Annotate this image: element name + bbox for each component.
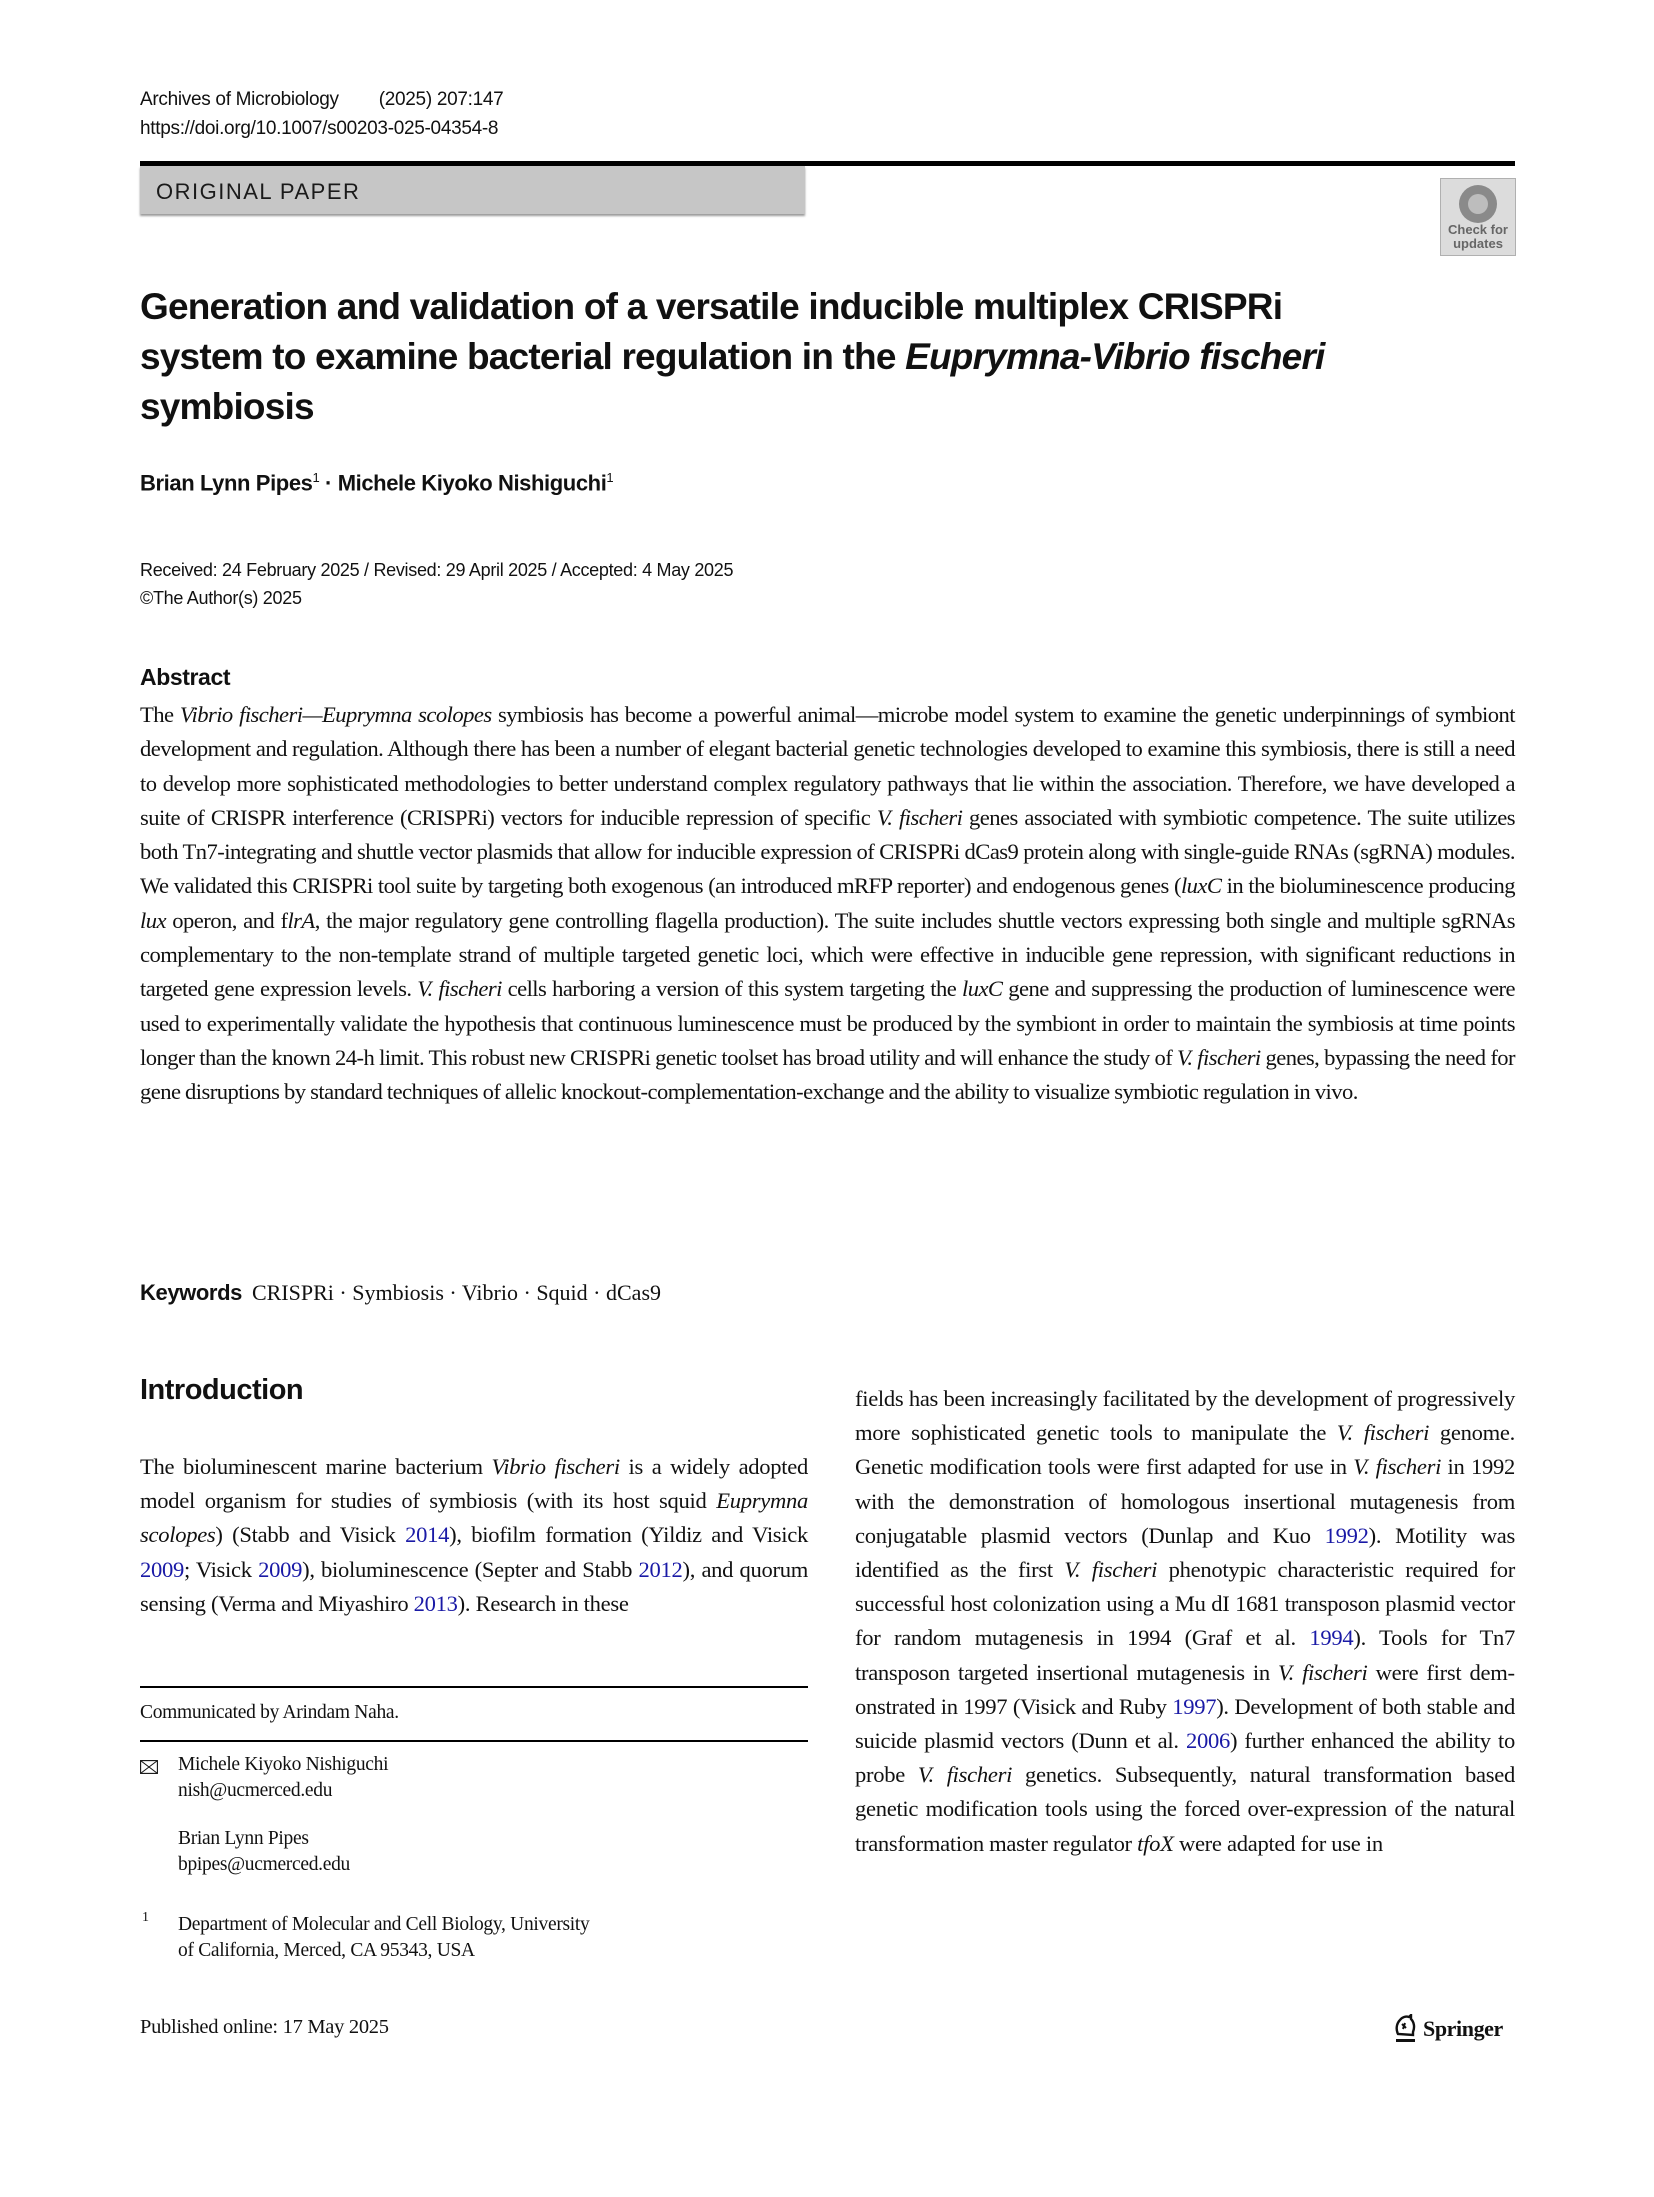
contact-name: Brian Lynn Pipes [178,1828,309,1849]
author-contact [178,1826,350,1878]
affiliation-number: 1 [142,1910,149,1925]
keyword: Squid [536,1280,588,1305]
affiliation-marker: 1 [606,470,614,485]
published-online-date: Published online: 17 May 2025 [140,2016,389,2038]
publisher-logo [1393,2012,1503,2046]
keyword: CRISPRi [251,1280,334,1305]
keywords [140,1280,661,1306]
citation-link[interactable]: 1997 [1172,1693,1217,1719]
section-heading-introduction: Introduction [140,1374,304,1406]
citation-link[interactable]: 2012 [638,1556,683,1582]
introduction-right-column: fields has been increasingly facilitated by the development of progressively more sophisticated genetic tools to manipulate the V. fischeri genome. Genetic modification tools were first adapted for use in V. fischeri in 1992 with the demonstration of homologous insertional mutagenesis from conjugatable plasmid vectors (Dunlap and Kuo 1992). Motility was identified as the first V. fischeri phenotypic characteristic required for successful host colonization using a Mu dI 1681 transposon plasmid vector for random mutagenesis in 1994 (Graf et al. 1994). Tools for Tn7 transposon targeted insertional mutagenesis in V. fischeri were first demonstrated in 1997 (Visick and Ruby 1997). Development of both stable and suicide plasmid vectors (Dunn et al. 2006) further enhanced the ability to probe V. fischeri genetics. Subsequently, natural transformation based genetic modification tools using the forced over-expression of the natural transformation master regulator tfoX were adapted for use in [855,1386,1516,1856]
citation-link[interactable]: 2006 [1185,1728,1230,1754]
author-name[interactable]: Brian Lynn Pipes [140,470,313,496]
citation-link[interactable]: 2009 [140,1556,184,1582]
citation-link[interactable]: 1992 [1324,1522,1369,1548]
journal-volume: (2025) 207:147 [378,89,504,110]
introduction-left-column: The bioluminescent marine bacterium Vibrio fischeri is a widely adopted model organism for studies of symbiosis (with its host squid Euprymna scolopes) (Stabb and Visick 2014), biofilm formation (Yildiz and Visick 2009; Visick 2009), bioluminescence (Septer and Stabb 2012), and quorum sensing (Verma and Miyashiro 2013). Research in these [140,1454,809,1616]
citation-link[interactable]: 2014 [405,1522,450,1548]
contact-email[interactable]: nish@ucmerced.edu [178,1780,333,1801]
contact-name: Michele Kiyoko Nishiguchi [178,1754,389,1775]
envelope-icon [140,1760,158,1774]
paper-type-banner [140,166,805,214]
keywords-label: Keywords [140,1280,242,1305]
author-list [140,470,613,496]
keyword: dCas9 [606,1280,661,1305]
article-title: Generation and validation of a versatile inducible multiplex CRISPRi system to examine bacterial regulation in the Euprymna-Vibrio fischeri symbiosis [140,286,1325,427]
title-italic-species: Euprymna-Vibrio fischeri [905,336,1325,377]
journal-name: Archives of Microbiology [140,89,339,110]
springer-horse-icon [1393,2014,1417,2044]
communicated-by: Communicated by Arindam Naha. [140,1702,399,1723]
author-separator: · [319,470,338,496]
citation-link[interactable]: 2009 [258,1556,303,1582]
footnote-divider [140,1686,808,1688]
copyright-notice: ©The Author(s) 2025 [140,588,302,608]
doi-link[interactable]: https://doi.org/10.1007/s00203-025-04354-8 [140,118,499,139]
abstract-body: The Vibrio fischeri—Euprymna scolopes symbiosis has become a powerful animal—microbe model system to examine the genetic underpinnings of symbiont development and regulation. Although there has been a number of elegant bacterial genetic technologies developed to examine this symbiosis, there is still a need to develop more sophisticated methodologies to better understand complex regulatory pathways that lie within the association. Therefore, we have developed a suite of CRISPR interference (CRISPRi) vectors for inducible repression of specific V. fischeri genes associated with symbiotic competence. The suite utilizes both Tn7-integrating and shuttle vector plasmids that allow for inducible expression of CRISPRi dCas9 protein along with single-guide RNAs (sgRNA) modules. We validated this CRISPRi tool suite by targeting both exogenous (an introduced mRFP reporter) and endogenous genes (luxC in the bioluminescence producing lux operon, and flrA, the major regulatory gene controlling flagella production). The suite includes shuttle vectors expressing both single and multiple sgRNAs complementary to the non-template strand of multiple targeted genetic loci, which were effective in inducible gene repression, with significant reductions in targeted gene expression levels. V. fischeri cells harboring a version of this system targeting the luxC gene and suppressing the production of luminescence were used to experimentally validate the hypothesis that continuous luminescence must be produced by the symbiont in order to maintain the symbiosis at time points longer than the known 24-h limit. This robust new CRISPRi genetic toolset has broad utility and will enhance the study of V. fischeri genes, bypassing the need for gene disruptions by standard techniques of allelic knockout-complementation-exchange and the ability to visualize symbiotic regulation in vivo. [140,702,1516,1105]
author-name[interactable]: Michele Kiyoko Nishiguchi [337,470,607,496]
contact-email[interactable]: bpipes@ucmerced.edu [178,1854,350,1875]
check-updates-icon [1459,185,1497,223]
check-for-updates-button[interactable] [1440,178,1516,256]
journal-citation [140,89,503,111]
paper-type-label: ORIGINAL PAPER [156,179,361,204]
check-updates-label: Check for updates [1448,222,1508,251]
publisher-name: Springer [1423,2016,1503,2041]
abstract-heading: Abstract [140,664,231,690]
corresponding-author [178,1752,388,1804]
keyword: Vibrio [461,1280,518,1305]
affiliation-marker: 1 [312,470,320,485]
keyword: Symbiosis [352,1280,444,1305]
affiliation: Department of Molecular and Cell Biology, University of California, Merced, CA 95343, USA [178,1914,590,1961]
citation-link[interactable]: 2013 [413,1590,458,1616]
keyword-list: CRISPRi · Symbiosis · Vibrio · Squid · dCas9 [251,1280,661,1305]
citation-link[interactable]: 1994 [1309,1625,1354,1651]
footnote-divider [140,1740,808,1742]
article-dates: Received: 24 February 2025 / Revised: 29 April 2025 / Accepted: 4 May 2025 [140,560,734,580]
